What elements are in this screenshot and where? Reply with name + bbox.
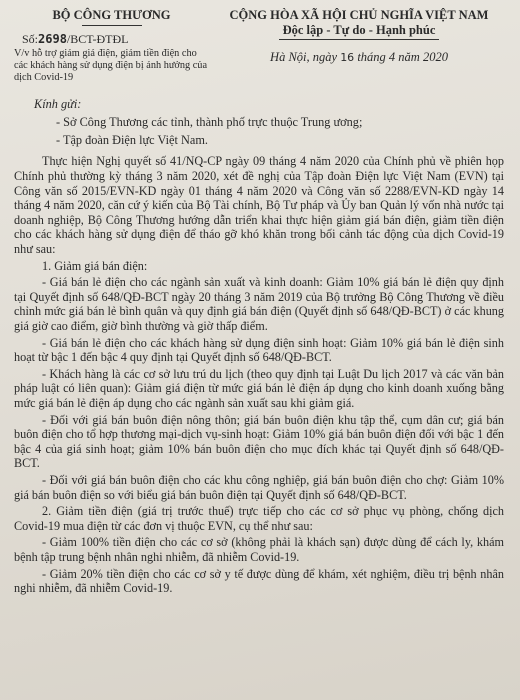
- national-motto: Độc lập - Tự do - Hạnh phúc: [282, 23, 436, 37]
- ministry-underline: [82, 25, 142, 26]
- doc-number-value: 2698: [38, 32, 67, 46]
- section-1-item: - Đối với giá bán buôn điện cho các khu công nghiệp, giá bán buôn điện cho chợ: Giảm 10% giá bán buôn điện so với biểu giá bán buôn điện tại Quyết định số 648/QĐ-BCT.: [14, 472, 504, 502]
- section-2-item: - Giảm 20% tiền điện cho các cơ sở y tế được dùng để khám, xét nghiệm, điều trị bệnh nhân nghi nhiễm, đã nhiễm Covid-19.: [14, 566, 504, 596]
- date-day: 16: [340, 51, 355, 64]
- doc-number-suffix: /BCT-ĐTĐL: [66, 32, 129, 46]
- document-body: [14, 154, 504, 595]
- section-1-item: - Giá bán lẻ điện cho các khách hàng sử dụng điện sinh hoạt: Giảm 10% giá bán lẻ điện sinh hoạt từ bậc 1 đến bậc 4 quy định tại Quyết định số 648/QĐ-BCT.: [14, 335, 504, 365]
- document-number: [14, 32, 209, 47]
- section-1-item: - Đối với giá bán buôn điện nông thôn; giá bán buôn điện khu tập thể, cụm dân cư; giá bán buôn điện cho tổ hợp thương mại-dịch vụ-sinh hoạt: Giảm 10% giá bán buôn điện đối với bậc 1 đến bậc 4 của giá sinh hoạt; giảm 10% bán buôn điện cho mục đích khác tại Quyết định số 648/QĐ-BCT.: [14, 412, 504, 471]
- section-2-item: - Giảm 100% tiền điện cho các cơ sở (không phải là khách sạn) được dùng để cách ly, khám bệnh tập trung bệnh nhân nghi nhiễm, đã nhiễm Covid-19.: [14, 535, 504, 564]
- issuer-block: [14, 8, 209, 83]
- date-prefix: Hà Nội, ngày: [270, 50, 338, 64]
- document-header: [14, 8, 504, 83]
- recipients: [14, 97, 504, 148]
- motto-underline: [279, 39, 439, 40]
- republic-title: CỘNG HÒA XÃ HỘI CHỦ NGHĨA VIỆT NAM: [229, 8, 489, 22]
- recipients-label: Kính gửi:: [34, 97, 82, 112]
- recipient-item: - Sở Công Thương các tỉnh, thành phố trực thuộc Trung ương;: [56, 115, 363, 130]
- section-1-item: - Khách hàng là các cơ sở lưu trú du lịch (theo quy định tại Luật Du lịch 2017 và các văn bản pháp luật có liên quan): Giảm giá điện từ mức giá bán lẻ điện áp dụng cho kinh doanh xuống bằng mức giá bán lẻ điện áp dụng cho các ngành sản xuất sau khi giảm giá.: [14, 366, 504, 410]
- issue-date: [214, 50, 504, 65]
- doc-number-prefix: Số:: [22, 32, 39, 46]
- recipient-item: - Tập đoàn Điện lực Việt Nam.: [56, 133, 208, 148]
- national-block: [214, 8, 504, 83]
- section-2-heading: 2. Giảm tiền điện (giá trị trước thuế) trực tiếp cho các cơ sở phục vụ phòng, chống dịch Covid-19 mua điện từ các đơn vị thuộc EVN, cụ thể như sau:: [14, 504, 504, 533]
- section-1-item: - Giá bán lẻ điện cho các ngành sản xuất và kinh doanh: Giảm 10% giá bán lẻ điện quy định tại Quyết định số 648/QĐ-BCT ngày 20 tháng 3 năm 2019 của Bộ trưởng Bộ Công Thương về điều chỉnh mức giá bán lẻ bình quân và quy định giá bán điện (Quyết định số 648/QĐ-BCT) ở các khung giá giờ cao điểm, giờ bình thường và giờ thấp điểm.: [14, 275, 504, 334]
- ministry-name: BỘ CÔNG THƯƠNG: [52, 8, 171, 22]
- section-1-heading: 1. Giảm giá bán điện:: [42, 258, 148, 273]
- date-suffix: tháng 4 năm 2020: [357, 50, 448, 64]
- intro-paragraph: Thực hiện Nghị quyết số 41/NQ-CP ngày 09 tháng 4 năm 2020 của Chính phủ về phiên họp Chính phủ thường kỳ tháng 3 năm 2020, xét đề nghị của Tập đoàn Điện lực Việt Nam (EVN) tại Công văn số 2015/EVN-KD ngày 01 tháng 4 năm 2020 và Công văn số 2288/EVN-KD ngày 14 tháng 4 năm 2020, căn cứ ý kiến của Bộ Tài chính, Bộ Tư pháp và Ủy ban Quản lý vốn nhà nước tại doanh nghiệp, Bộ Công Thương hướng dẫn triển khai thực hiện giảm giá bán điện, giảm tiền điện cho các khách hàng sử dụng điện để tháo gỡ khó khăn trong bối cảnh tác động của dịch Covid-19 như sau:: [14, 154, 504, 257]
- document-subject: V/v hỗ trợ giảm giá điện, giảm tiền điện cho các khách hàng sử dụng điện bị ảnh hưởng của dịch Covid-19: [14, 48, 208, 83]
